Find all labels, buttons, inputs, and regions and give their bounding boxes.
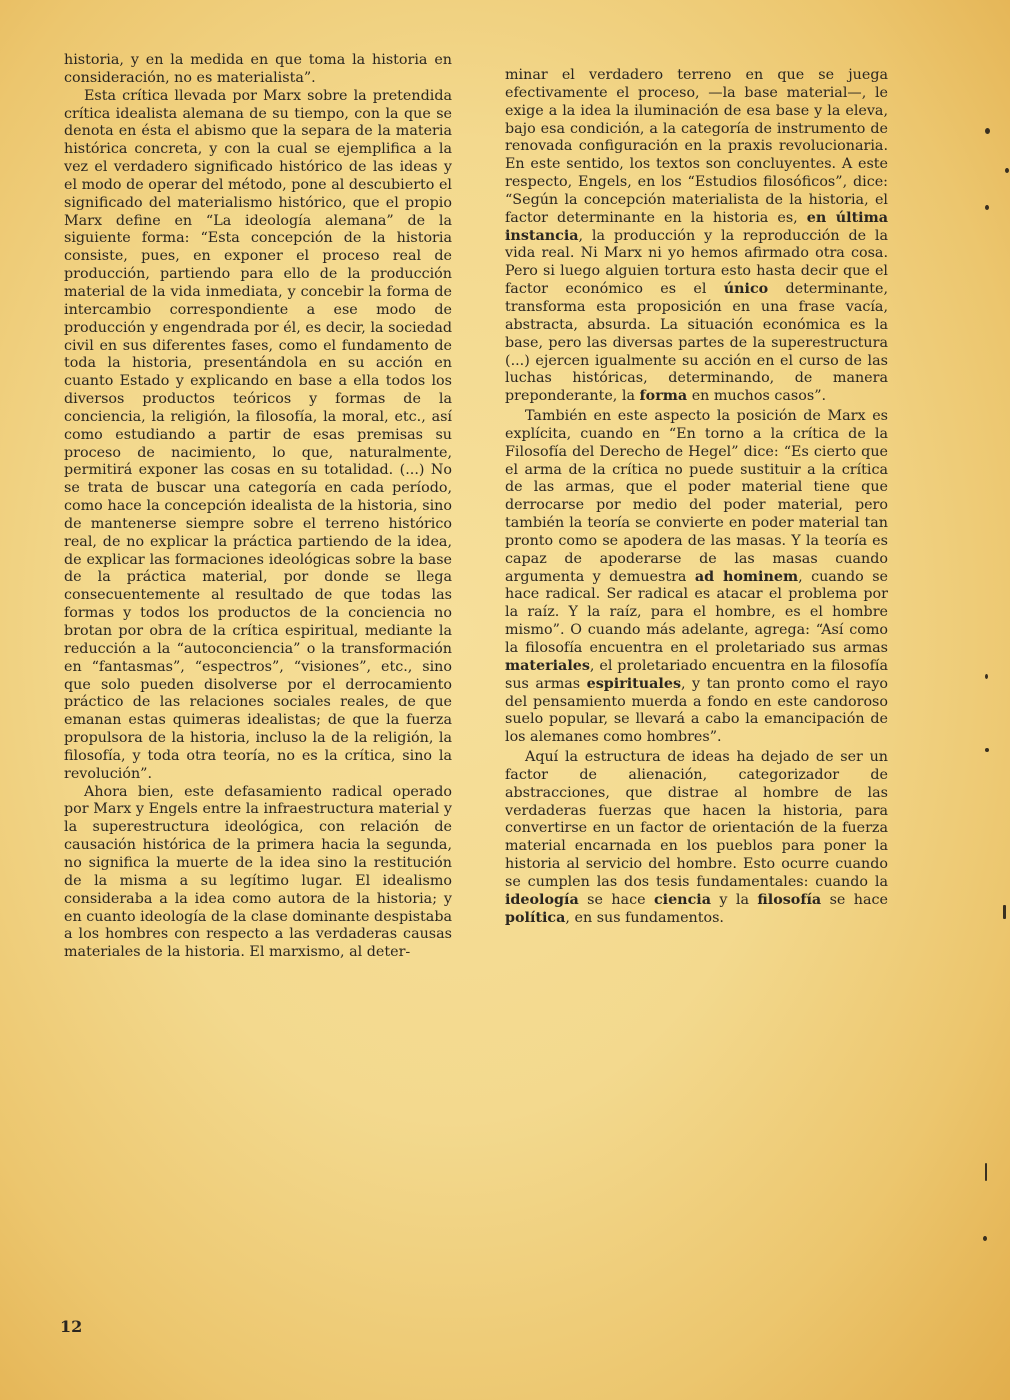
paragraph: [505, 749, 888, 927]
text-run: se hace: [578, 891, 654, 908]
bold-phrase: filosofía: [757, 891, 822, 908]
bold-phrase: en última instancia: [505, 209, 888, 244]
page-number: 12: [60, 1317, 83, 1336]
text-run: También en este aspecto la posición de Marx es explícita, cuando en “En torno a la crítica de la Filosofía del Derecho de Hegel” dice: “Es cierto que el arma de la crítica no puede sustituir a la crítica de las armas, que el poder material tiene que derrocarse por medio del poder material, pero también la teoría se convierte en poder material tan pronto como se apodera de las masas. Y la teoría es capaz de apoderarse de las masas cuando argumenta y demuestra: [505, 408, 888, 585]
text-run: Aquí la estructura de ideas ha dejado de ser un factor de alienación, categorizador de abstracciones, que distrae al hombre de las verdaderas fuerzas que hacen la historia, para convertirse en un factor de orientación de la fuerza material encarnada en los pueblos para poner la historia al servicio del hombre. Esto ocurre cuando se cumplen las dos tesis fundamentales: cuando la: [505, 749, 888, 890]
bold-phrase: ad hominem: [694, 568, 799, 585]
text-run: , en sus fundamentos.: [565, 909, 724, 926]
right-text-column: [505, 67, 888, 928]
paragraph: [505, 67, 888, 406]
bold-phrase: ciencia: [653, 891, 711, 908]
paragraph: historia, y en la medida en que toma la historia en consideración, no es materialista”.: [64, 52, 452, 86]
ink-speck: [1003, 905, 1006, 919]
bold-phrase: materiales: [505, 657, 590, 674]
text-run: en muchos casos”.: [687, 388, 827, 405]
text-run: , cuando se hace radical. Ser radical es atacar el problema por la raíz. Y la raíz, para el hombre, es el hombre mismo”. O cuando más adelante, agrega: “Así como la filosofía encuentra en el proletariado sus armas: [505, 568, 888, 656]
paragraph: [505, 408, 888, 747]
ink-speck: [985, 748, 989, 752]
text-run: , el proletariado encuentra en la filosofía sus armas: [505, 657, 888, 692]
ink-speck: [983, 1236, 987, 1241]
paragraph: Ahora bien, este defasamiento radical operado por Marx y Engels entre la infraestructura material y la superestructura ideológica, con relación de causación histórica de la primera hacia la segunda, no significa la muerte de la idea sino la restitución de la misma a su legítimo lugar. El idealismo consideraba a la idea como autora de la historia; y en cuanto ideología de la clase dominante despistaba a los hombres con respecto a las verdaderas causas materiales de la historia. El marxismo, al deter-: [64, 783, 452, 961]
ink-speck: [985, 1163, 987, 1181]
text-run: minar el verdadero terreno en que se juega efectivamente el proceso, —la base material—, le exige a la idea la iluminación de esa base y la eleva, bajo esa condición, a la categoría de instrumento de renovada configuración en la praxis revolucionaria. En este sentido, los textos son concluyentes. A este respecto, Engels, en los “Estudios filosóficos”, dice: “Según la concepción materialista de la historia, el factor determinante en la historia es,: [505, 67, 888, 226]
ink-speck: [1005, 168, 1009, 173]
text-run: , la producción y la reproducción de la vida real. Ni Marx ni yo hemos afirmado otra cosa. Pero si luego alguien tortura esto hasta decir que el factor económico es el: [505, 227, 888, 298]
text-run: determinante, transforma esta proposición en una frase vacía, abstracta, absurda. La situación económica es la base, pero las diversas partes de la superestructura (...) ejercen igualmente su acción en el curso de las luchas históricas, determinando, de manera preponderante, la: [505, 281, 888, 405]
text-run: y la: [710, 891, 758, 908]
ink-speck: [985, 205, 989, 210]
ink-speck: [985, 128, 990, 134]
text-run: , y tan pronto como el rayo del pensamiento muerda a fondo en este candoroso suelo popular, se llevará a cabo la emancipación de los alemanes como hombres”.: [505, 675, 888, 746]
left-text-column: [64, 52, 452, 962]
bold-phrase: forma: [639, 388, 688, 405]
paragraph: Esta crítica llevada por Marx sobre la pretendida crítica idealista alemana de su tiempo, con la que se denota en ésta el abismo que la separa de la materia histórica concreta, y con la cual se ejemplifica a la vez el verdadero significado histórico de las ideas y el modo de operar del método, pone al descubierto el significado del materialismo histórico, que el propio Marx define en “La ideología alemana” de la siguiente forma: “Esta concepción de la historia consiste, pues, en exponer el proceso real de producción, partiendo para ello de la producción material de la vida inmediata, y concebir la forma de intercambio correspondiente a ese modo de producción y engendrada por él, es decir, la sociedad civil en sus diferentes fases, como el fundamento de toda la historia, presentándola en su acción en cuanto Estado y explicando en base a ella todos los diversos productos teóricos y formas de la conciencia, la religión, la filosofía, la moral, etc., así como estudiando a partir de esas premisas su proceso de nacimiento, lo que, naturalmente, permitirá exponer las cosas en su totalidad. (...) No se trata de buscar una categoría en cada período, como hace la concepción idealista de la historia, sino de mantenerse siempre sobre el terreno histórico real, de no explicar la práctica partiendo de la idea, de explicar las formaciones ideológicas sobre la base de la práctica material, por donde se llega consecuentemente al resultado de que todas las formas y todos los productos de la conciencia no brotan por obra de la crítica espiritual, mediante la reducción a la “autoconciencia” o la transformación en “fantasmas”, “espectros”, “visiones”, etc., sino que solo pueden disolverse por el derrocamiento práctico de las relaciones sociales reales, de que emanan estas quimeras idealistas; de que la fuerza propulsora de la historia, incluso la de la religión, la filosofía, y toda otra teoría, no es la crítica, sino la revolución”.: [64, 87, 452, 782]
bold-phrase: único: [723, 281, 769, 298]
bold-phrase: espirituales: [586, 675, 681, 692]
text-run: se hace: [821, 891, 889, 908]
ink-speck: [985, 674, 988, 679]
bold-phrase: política: [505, 909, 566, 926]
bold-phrase: ideología: [505, 891, 579, 908]
